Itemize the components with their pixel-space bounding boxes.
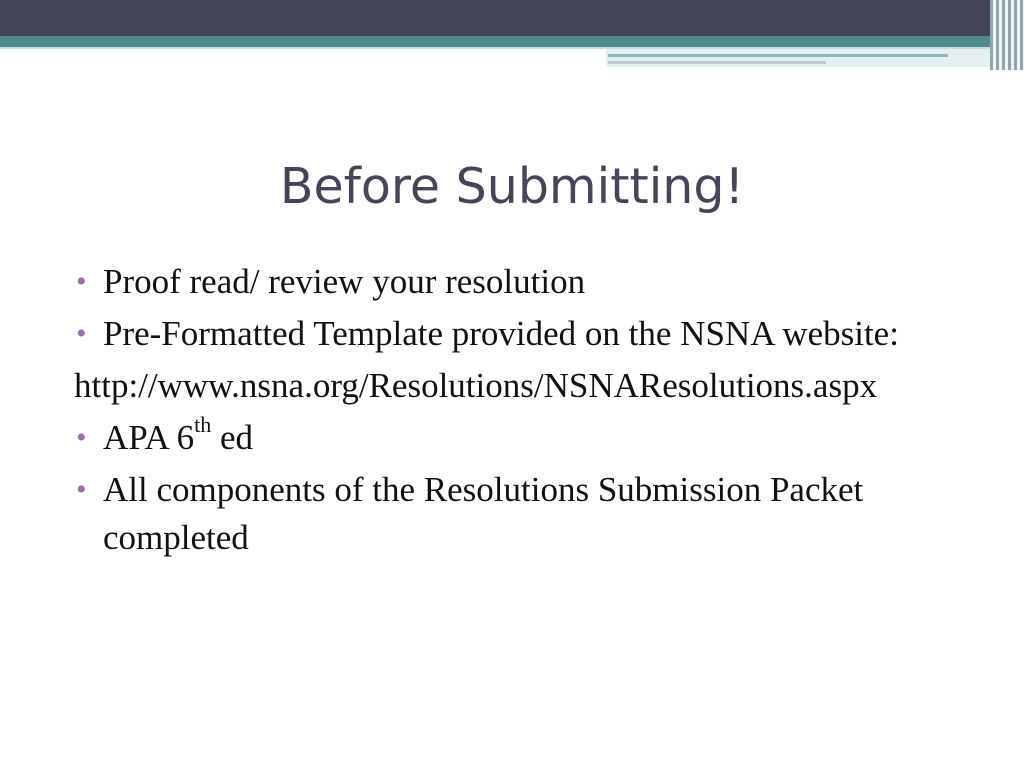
bullet-text-superscript: th xyxy=(194,412,212,438)
bullet-icon: • xyxy=(76,421,87,454)
url-value: http://www.nsna.org/Resolutions/NSNAResolutions.aspx xyxy=(74,366,878,405)
bullet-text: All components of the Resolutions Submission Packet completed xyxy=(103,470,864,557)
bullet-item xyxy=(74,258,964,306)
bullet-text-suffix: ed xyxy=(211,418,254,457)
header-accent-line xyxy=(608,61,826,64)
header-accent-line xyxy=(608,54,948,57)
bullet-text-prefix: APA 6 xyxy=(103,418,195,457)
header-accent-block xyxy=(606,49,1024,67)
header-stripes xyxy=(990,0,1024,70)
bullet-item xyxy=(74,466,964,562)
bullet-icon: • xyxy=(76,317,87,350)
header-band-dark xyxy=(0,0,1024,36)
bullet-text: Proof read/ review your resolution xyxy=(103,262,586,301)
slide-title: Before Submitting! xyxy=(279,158,745,215)
header-band-teal xyxy=(0,36,1024,47)
slide-body xyxy=(74,258,964,566)
bullet-item xyxy=(74,310,964,358)
bullet-item xyxy=(74,414,964,462)
bullet-text: Pre-Formatted Template provided on the NSNA website: xyxy=(103,314,899,353)
bullet-icon: • xyxy=(76,265,87,298)
bullet-icon: • xyxy=(76,473,87,506)
url-text xyxy=(74,362,964,410)
